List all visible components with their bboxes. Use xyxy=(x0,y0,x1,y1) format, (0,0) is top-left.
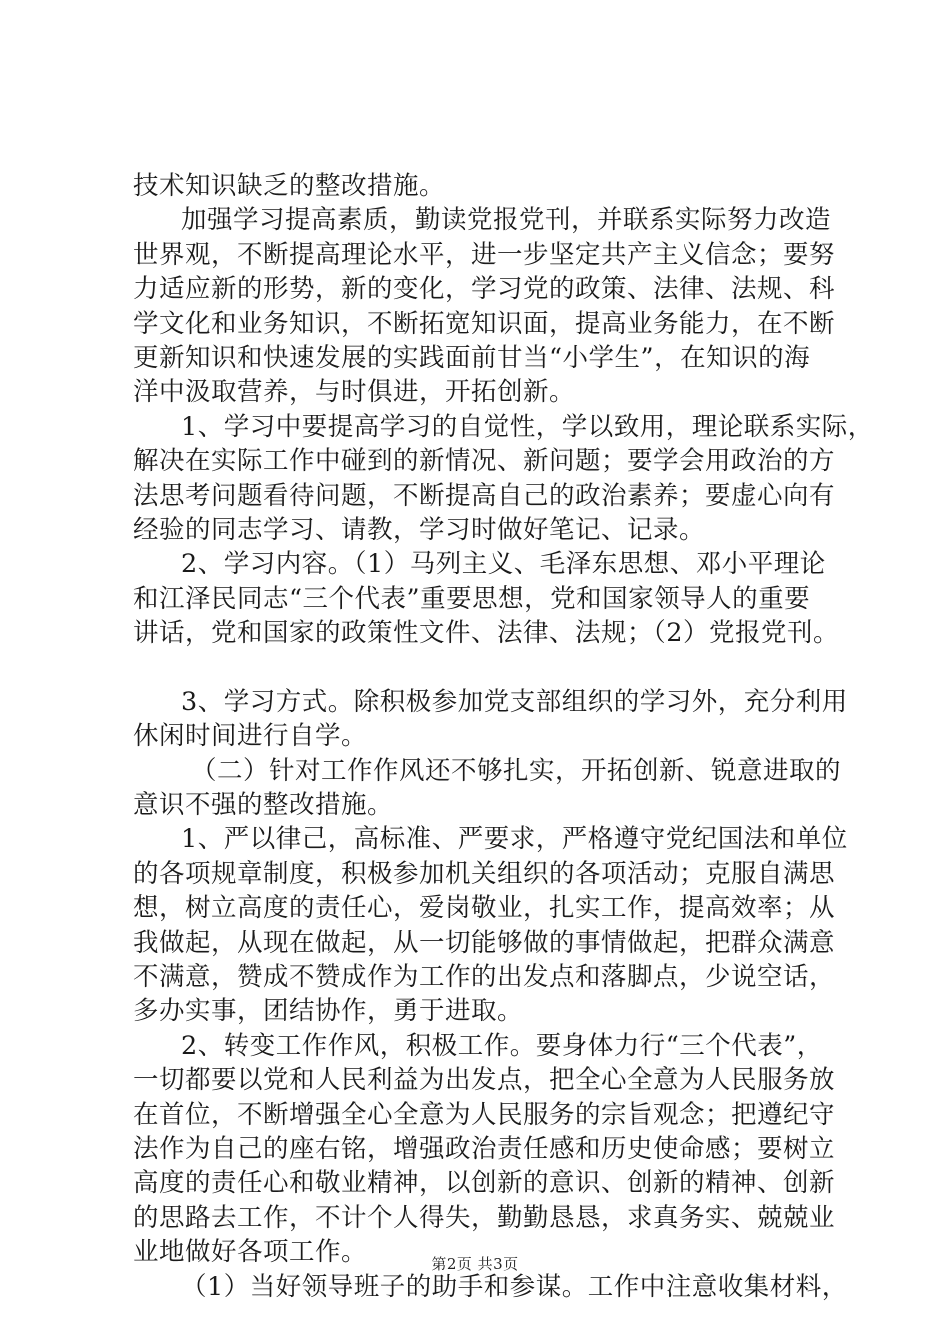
text-line: 高度的责任心和敬业精神，以创新的意识、创新的精神、创新 xyxy=(133,1168,836,1199)
text-line: 经验的同志学习、请教，学习时做好笔记、记录。 xyxy=(133,514,706,545)
document-body xyxy=(133,169,874,1304)
text-line: 法作为自己的座右铭，增强政治责任感和历史使命感；要树立 xyxy=(133,1133,836,1164)
text-line: 3、学习方式。除积极参加党支部组织的学习外，充分利用 xyxy=(181,686,848,717)
text-line: 和江泽民同志“三个代表”重要思想，党和国家领导人的重要 xyxy=(133,583,811,614)
blank-line xyxy=(133,650,833,684)
text-line: 1、学习中要提高学习的自觉性，学以致用，理论联系实际， xyxy=(181,411,874,442)
text-line: 一切都要以党和人民利益为出发点，把全心全意为人民服务放 xyxy=(133,1065,836,1096)
page-footer xyxy=(0,1253,950,1274)
text-line: （二）针对工作作风还不够扎实，开拓创新、锐意进取的 xyxy=(191,755,842,786)
text-line: 休闲时间进行自学。 xyxy=(133,721,368,752)
text-line: 讲话，党和国家的政策性文件、法律、法规；（2）党报党刊。 xyxy=(133,618,839,649)
text-line: 法思考问题看待问题，不断提高自己的政治素养；要虚心向有 xyxy=(133,480,836,511)
text-line: 1、严以律己，高标准、严要求，严格遵守党纪国法和单位 xyxy=(181,824,848,855)
text-line: 2、转变工作作风，积极工作。要身体力行“三个代表”， xyxy=(181,1030,823,1061)
text-line: 更新知识和快速发展的实践面前甘当“小学生”，在知识的海 xyxy=(133,342,811,373)
text-line: 解决在实际工作中碰到的新情况、新问题；要学会用政治的方 xyxy=(133,446,836,477)
text-line: 的各项规章制度，积极参加机关组织的各项活动；克服自满思 xyxy=(133,858,836,889)
text-line: 意识不强的整改措施。 xyxy=(133,790,394,821)
text-line: 力适应新的形势，新的变化，学习党的政策、法律、法规、科 xyxy=(133,274,836,305)
text-line: 的思路去工作，不计个人得失，勤勤恳恳，求真务实、兢兢业 xyxy=(133,1202,836,1233)
text-line: 加强学习提高素质，勤读党报党刊，并联系实际努力改造 xyxy=(181,205,832,236)
text-line: 2、学习内容。（1）马列主义、毛泽东思想、邓小平理论 xyxy=(181,549,826,580)
text-line: 我做起，从现在做起，从一切能够做的事情做起，把群众满意 xyxy=(133,927,836,958)
text-line: 多办实事，团结协作，勇于进取。 xyxy=(133,996,524,1027)
page-indicator: 第2页 共3页 xyxy=(431,1255,519,1273)
text-line: 学文化和业务知识，不断拓宽知识面，提高业务能力，在不断 xyxy=(133,308,836,339)
text-line: 在首位，不断增强全心全意为人民服务的宗旨观念；把遵纪守 xyxy=(133,1099,836,1130)
text-line: 业地做好各项工作。 xyxy=(133,1237,368,1268)
text-line: （1）当好领导班子的助手和参谋。工作中注意收集材料， xyxy=(181,1271,848,1302)
text-line: 洋中汲取营养，与时俱进，开拓创新。 xyxy=(133,377,576,408)
text-line: 世界观，不断提高理论水平，进一步坚定共产主义信念；要努 xyxy=(133,239,836,270)
text-line: 不满意，赞成不赞成作为工作的出发点和落脚点，少说空话， xyxy=(133,961,836,992)
text-line: 技术知识缺乏的整改措施。 xyxy=(133,171,446,201)
text-line: 想，树立高度的责任心，爱岗敬业，扎实工作，提高效率；从 xyxy=(133,893,836,924)
